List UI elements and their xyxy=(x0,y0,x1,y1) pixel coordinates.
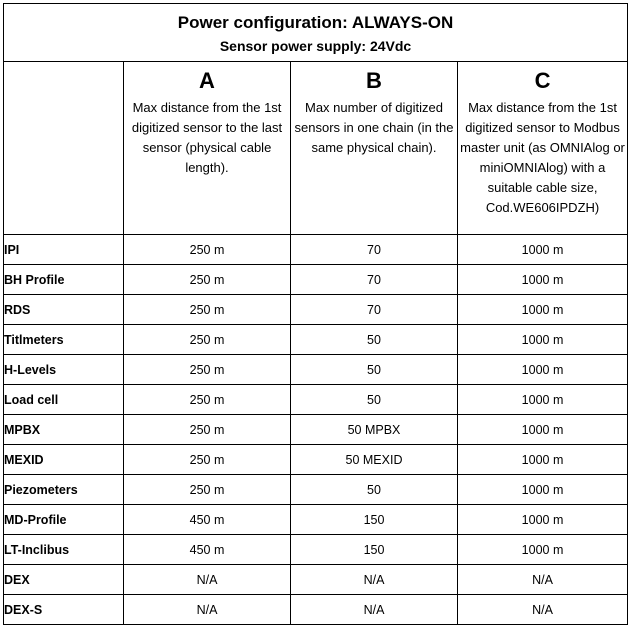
cell-a: 250 m xyxy=(124,265,291,295)
table-row xyxy=(4,295,628,325)
row-label: Titlmeters xyxy=(4,325,124,355)
cell-a: 250 m xyxy=(124,385,291,415)
row-label: BH Profile xyxy=(4,265,124,295)
header-row xyxy=(4,62,628,235)
cell-c: 1000 m xyxy=(458,355,628,385)
cell-c: 1000 m xyxy=(458,415,628,445)
column-description: Max distance from the 1st digitized sensor to Modbus master unit (as OMNIAlog or miniOMNIAlog) with a suitable cable size, Cod.WE606IPDZH) xyxy=(460,100,625,215)
cell-b: 150 xyxy=(291,505,458,535)
row-label: IPI xyxy=(4,235,124,265)
table-subtitle: Sensor power supply: 24Vdc xyxy=(219,37,412,54)
cell-b: 50 MEXID xyxy=(291,445,458,475)
title-row xyxy=(4,4,628,62)
cell-c: N/A xyxy=(458,595,628,625)
cell-b: 50 MPBX xyxy=(291,415,458,445)
table-row xyxy=(4,535,628,565)
cell-b: 70 xyxy=(291,235,458,265)
table-row xyxy=(4,595,628,625)
row-label: LT-Inclibus xyxy=(4,535,124,565)
cell-c: 1000 m xyxy=(458,385,628,415)
column-header-c xyxy=(458,62,628,235)
header-blank-cell xyxy=(4,62,124,235)
power-configuration-table xyxy=(3,3,628,625)
cell-a: 450 m xyxy=(124,535,291,565)
cell-b: 50 xyxy=(291,355,458,385)
row-label: RDS xyxy=(4,295,124,325)
cell-a: 250 m xyxy=(124,355,291,385)
column-header-a xyxy=(124,62,291,235)
column-description: Max distance from the 1st digitized sensor to the last sensor (physical cable length). xyxy=(131,100,283,175)
cell-a: 250 m xyxy=(124,415,291,445)
cell-b: 70 xyxy=(291,295,458,325)
table-row xyxy=(4,265,628,295)
cell-c: 1000 m xyxy=(458,265,628,295)
cell-c: 1000 m xyxy=(458,505,628,535)
cell-c: 1000 m xyxy=(458,535,628,565)
cell-b: N/A xyxy=(291,595,458,625)
cell-c: 1000 m xyxy=(458,445,628,475)
row-label: MEXID xyxy=(4,445,124,475)
cell-a: N/A xyxy=(124,595,291,625)
column-letter: C xyxy=(534,68,551,93)
cell-a: 250 m xyxy=(124,235,291,265)
cell-a: 250 m xyxy=(124,475,291,505)
cell-b: 70 xyxy=(291,265,458,295)
column-letter: B xyxy=(366,68,382,93)
table-row xyxy=(4,565,628,595)
row-label: DEX-S xyxy=(4,595,124,625)
column-description: Max number of digitized sensors in one chain (in the same physical chain). xyxy=(294,100,454,155)
column-letter: A xyxy=(199,68,215,93)
table-title: Power configuration: ALWAYS-ON xyxy=(177,12,454,32)
cell-a: 250 m xyxy=(124,445,291,475)
table-row xyxy=(4,385,628,415)
table-row xyxy=(4,415,628,445)
table-row xyxy=(4,505,628,535)
cell-c: 1000 m xyxy=(458,235,628,265)
table-row xyxy=(4,355,628,385)
cell-a: 250 m xyxy=(124,325,291,355)
cell-b: 50 xyxy=(291,385,458,415)
row-label: MPBX xyxy=(4,415,124,445)
table-row xyxy=(4,445,628,475)
cell-a: 450 m xyxy=(124,505,291,535)
column-header-b xyxy=(291,62,458,235)
row-label: MD-Profile xyxy=(4,505,124,535)
title-cell xyxy=(4,4,628,62)
cell-a: 250 m xyxy=(124,295,291,325)
cell-b: N/A xyxy=(291,565,458,595)
cell-c: 1000 m xyxy=(458,325,628,355)
cell-b: 50 xyxy=(291,325,458,355)
row-label: Load cell xyxy=(4,385,124,415)
row-label: H-Levels xyxy=(4,355,124,385)
row-label: DEX xyxy=(4,565,124,595)
cell-a: N/A xyxy=(124,565,291,595)
cell-c: 1000 m xyxy=(458,295,628,325)
table-row xyxy=(4,475,628,505)
table-row xyxy=(4,235,628,265)
cell-c: N/A xyxy=(458,565,628,595)
table-row xyxy=(4,325,628,355)
cell-c: 1000 m xyxy=(458,475,628,505)
cell-b: 150 xyxy=(291,535,458,565)
cell-b: 50 xyxy=(291,475,458,505)
row-label: Piezometers xyxy=(4,475,124,505)
